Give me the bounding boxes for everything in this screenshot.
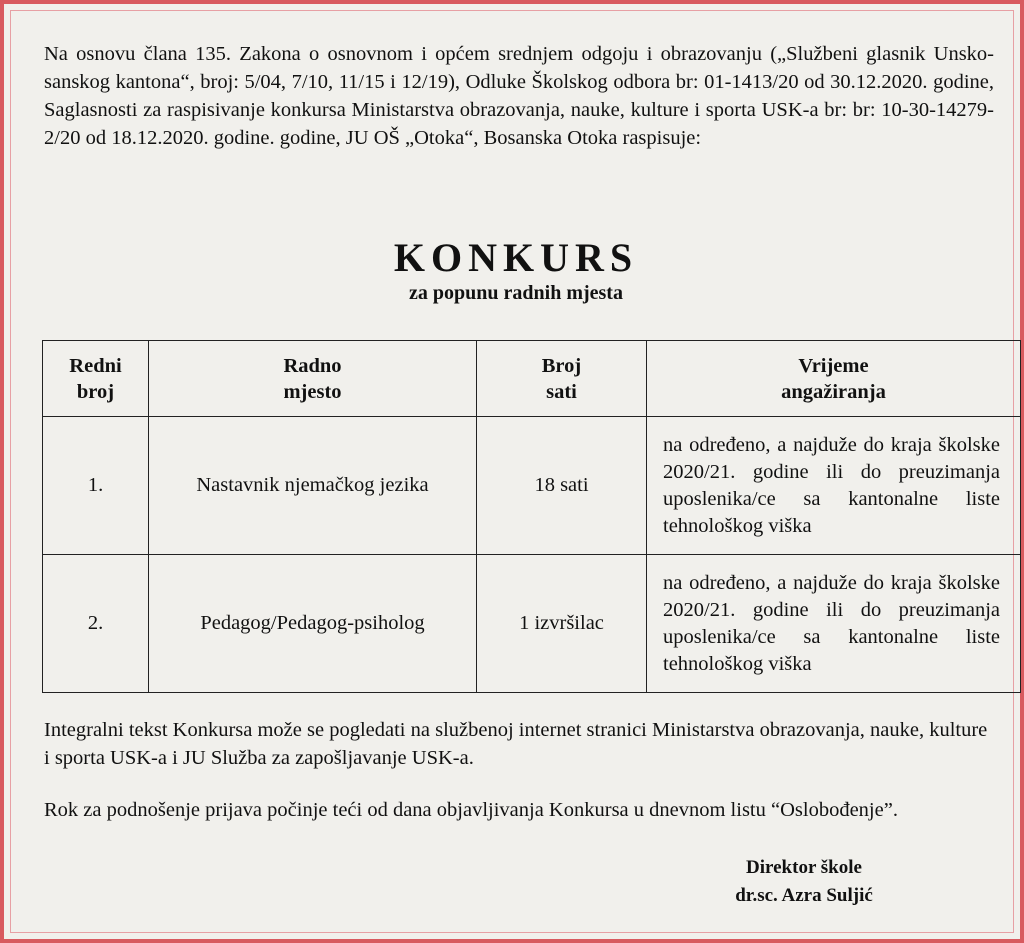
deadline-notice: Rok za podnošenje prijava počinje teći od dana objavljivanja Konkursa u dnevnom listu “Oslobođenje”. [44,799,898,821]
header-hours-line1: Broj [541,354,582,377]
intro-paragraph: Na osnovu člana 135. Zakona o osnovnom i općem srednjem odgoju i obrazovanju („Službeni glasnik Unsko-sanskog kantona“, broj: 5/04, 7/10, 11/15 i 12/19), Odluke Školskog odbora br: 01-1413/20 od 30.12.2020. godine, Saglasnosti za raspisivanje konkursa Ministarstva obrazovanja, nauke, kulture i sporta USK-a br: br: 10-30-14279-2/20 od 18.12.2020. godine. godine, JU OŠ „Otoka“, Bosanska Otoka raspisuje: [44,43,994,149]
signature-block [704,854,904,910]
notice-subtitle: za popunu radnih mjesta [409,282,623,304]
header-hours [477,341,647,417]
header-period-line1: Vrijeme [798,354,869,377]
row-hours: 18 sati [477,417,647,555]
header-position-line2: mjesto [283,380,342,403]
header-period-line2: angažiranja [781,380,886,403]
table-row [43,417,1021,555]
header-position [149,341,477,417]
table-header-row [43,341,1021,417]
notice-title: KONKURS [393,235,639,280]
signature-role: Direktor škole [746,857,862,878]
signature-name: dr.sc. Azra Suljić [735,885,873,906]
row-period: na određeno, a najduže do kraja školske 2020/21. godine ili do preuzimanja uposlenika/ce sa kantonalne liste tehnološkog viška [647,417,1021,555]
row-ordinal: 2. [43,555,149,693]
row-ordinal: 1. [43,417,149,555]
header-ordinal [43,341,149,417]
row-position: Nastavnik njemačkog jezika [149,417,477,555]
row-position: Pedagog/Pedagog-psiholog [149,555,477,693]
row-hours: 1 izvršilac [477,555,647,693]
header-ordinal-line1: Redni [69,354,122,377]
header-position-line1: Radno [283,354,342,377]
header-hours-line2: sati [546,380,577,403]
positions-table [42,340,1021,693]
table-row [43,555,1021,693]
header-ordinal-line2: broj [76,380,115,403]
header-period [647,341,1021,417]
full-text-notice: Integralni tekst Konkursa može se pogledati na službenoj internet stranici Ministarstva obrazovanja, nauke, kulture i sporta USK-a i JU Služba za zapošljavanje USK-a. [44,719,988,769]
row-period: na određeno, a najduže do kraja školske 2020/21. godine ili do preuzimanja uposlenika/ce sa kantonalne liste tehnološkog viška [647,555,1021,693]
